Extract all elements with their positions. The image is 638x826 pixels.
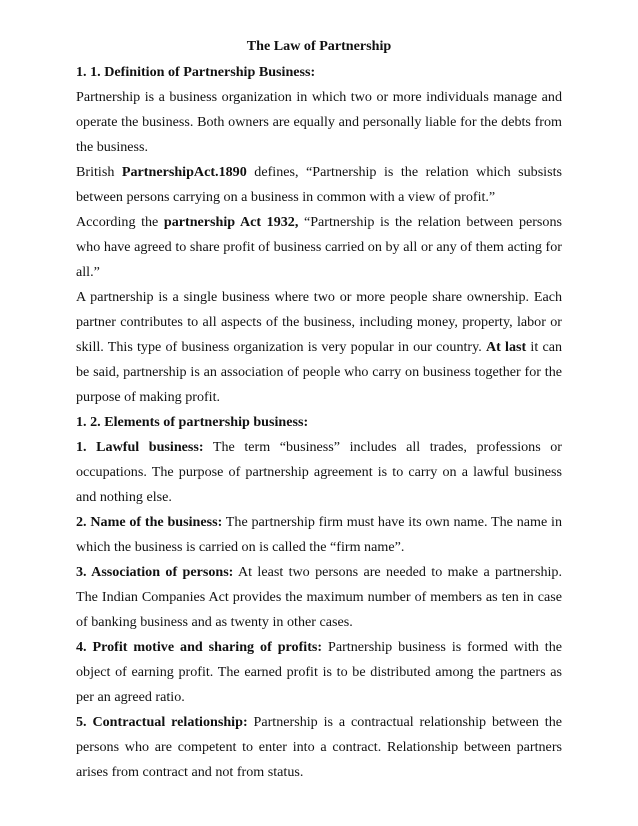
element-text: The partnership firm must have its own name. The name in which the business is carried on is called the “firm name”.	[76, 514, 562, 555]
summary-post: it can be said, partnership is an association of people who carry on business together for the purpose of making profit.	[76, 339, 563, 405]
act-1932-name: partnership Act 1932,	[163, 214, 299, 230]
element-label: 3. Association of persons:	[76, 564, 234, 580]
act-1932-pre: According the	[76, 214, 164, 230]
definition-paragraph: Partnership is a business organization in which two or more individuals manage and operate the business. Both owners are equally and personally liable for the debts from the business.	[76, 89, 562, 155]
element-label: 4. Profit motive and sharing of profits:	[76, 639, 323, 655]
summary-pre: A partnership is a single business where two or more people share ownership. Each partner contributes to all aspects of the business, including money, property, labor or skill. This type of business organization is very popular in our country.	[76, 289, 562, 355]
partnership-act-1932-paragraph	[76, 210, 562, 285]
element-text: The term “business” includes all trades, professions or occupations. The purpose of partnership agreement is to carry on a lawful business and nothing else.	[76, 439, 562, 505]
british-act-post: defines, “Partnership is the relation which subsists between persons carrying on a business in common with a view of profit.”	[76, 164, 562, 205]
summary-paragraph	[76, 285, 562, 410]
act-1932-post: “Partnership is the relation between persons who have agreed to share profit of business carried on by all or any of them acting for all.”	[76, 214, 562, 280]
element-label: 2. Name of the business:	[76, 514, 223, 530]
element-text: At least two persons are needed to make a partnership. The Indian Companies Act provides the maximum number of members as ten in case of banking business and as twenty in other cases.	[76, 564, 562, 630]
element-label: 1. Lawful business:	[76, 439, 204, 455]
element-item	[76, 560, 562, 635]
document-title: The Law of Partnership	[246, 38, 392, 54]
element-item	[76, 435, 562, 510]
british-act-pre: British	[76, 164, 122, 180]
element-item	[76, 635, 562, 710]
british-act-name: PartnershipAct.1890	[121, 164, 247, 180]
element-text: Partnership business is formed with the object of earning profit. The earned profit is to be distributed among the partners as per an agreed ratio.	[76, 639, 562, 705]
section-1-heading: 1. 1. Definition of Partnership Business:	[76, 64, 316, 80]
summary-at-last: At last	[485, 339, 527, 355]
element-item	[76, 510, 562, 560]
element-text: Partnership is a contractual relationship between the persons who are competent to enter into a contract. Relationship between partners arises from contract and not from status.	[76, 714, 562, 780]
element-item	[76, 710, 562, 785]
british-act-paragraph	[76, 160, 562, 210]
section-2-heading: 1. 2. Elements of partnership business:	[76, 414, 309, 430]
element-label: 5. Contractual relationship:	[76, 714, 248, 730]
